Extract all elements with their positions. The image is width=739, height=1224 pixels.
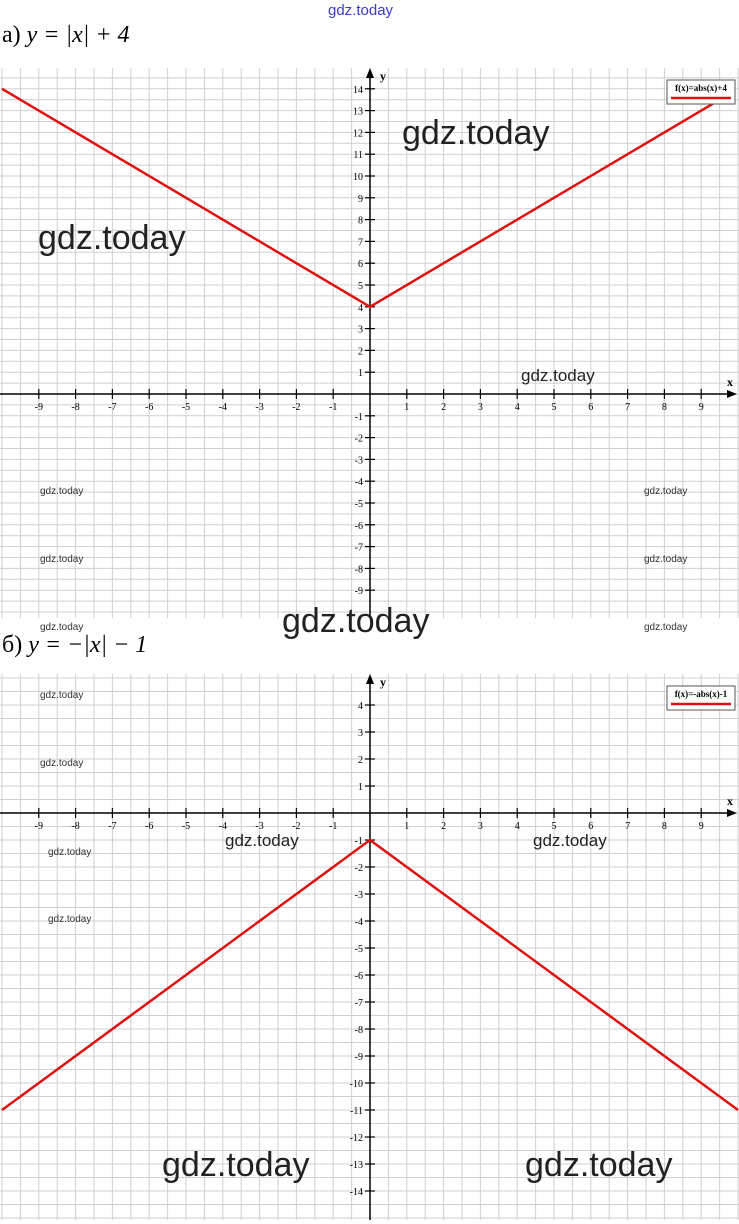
x-tick-label: 9: [698, 821, 704, 832]
watermark: gdz.today: [48, 914, 92, 925]
y-tick-label: -7: [354, 998, 363, 1009]
caption-b: [2, 632, 147, 659]
x-tick-label: -8: [71, 821, 80, 832]
top-watermark: gdz.today: [328, 2, 394, 19]
y-tick-label: -6: [354, 520, 363, 532]
chart-b: [0, 664, 739, 1224]
watermark: gdz.today: [644, 554, 688, 565]
y-tick-label: -8: [354, 1025, 363, 1036]
y-tick-label: -1: [354, 411, 363, 423]
y-tick-label: 1: [358, 368, 363, 380]
x-tick-label: -9: [34, 821, 43, 832]
x-tick-label: 2: [441, 821, 447, 832]
y-tick-label: 3: [358, 728, 363, 739]
x-tick-label: -1: [329, 821, 338, 832]
x-tick-label: -3: [255, 821, 264, 832]
x-tick-label: -7: [108, 821, 117, 832]
x-tick-label: -4: [218, 402, 227, 413]
x-tick-label: 2: [441, 402, 447, 413]
y-tick-label: -3: [354, 890, 363, 901]
x-tick-label: -8: [71, 402, 80, 413]
x-tick-label: -7: [108, 402, 117, 413]
y-tick-label: 3: [358, 324, 363, 336]
y-tick-label: -10: [349, 1079, 363, 1090]
x-tick-label: 6: [588, 821, 594, 832]
legend: [667, 686, 735, 710]
y-tick-label: 6: [358, 259, 363, 271]
watermark: gdz.today: [40, 486, 84, 497]
x-tick-label: -2: [292, 821, 301, 832]
y-tick-label: -3: [354, 455, 363, 467]
y-tick-label: 2: [358, 755, 363, 766]
y-tick-label: -4: [354, 477, 363, 489]
x-axis-arrow: [727, 809, 737, 817]
legend-label: f(x)=-abs(x)-1: [674, 689, 728, 699]
x-tick-label: -5: [181, 821, 191, 832]
y-tick-label: 14: [353, 84, 363, 96]
y-tick-label: 5: [358, 281, 363, 292]
y-tick-label: 2: [358, 346, 363, 358]
y-tick-label: -5: [354, 499, 363, 510]
watermark: gdz.today: [533, 831, 607, 850]
x-tick-label: 7: [625, 402, 631, 413]
watermark: gdz.today: [225, 831, 299, 850]
watermark: gdz.today: [525, 1146, 673, 1184]
y-tick-label: -5: [354, 944, 363, 955]
y-tick-label: 4: [358, 701, 363, 712]
x-axis-label: x: [727, 375, 733, 389]
watermark: gdz.today: [402, 114, 550, 152]
x-tick-label: -3: [255, 402, 264, 413]
x-tick-label: 5: [551, 821, 557, 832]
watermark: gdz.today: [644, 622, 688, 633]
x-tick-label: 4: [514, 402, 520, 413]
watermark: gdz.today: [282, 602, 430, 640]
x-tick-label: -1: [329, 402, 338, 413]
watermark: gdz.today: [48, 847, 92, 858]
x-tick-label: 3: [477, 402, 483, 413]
watermark: gdz.today: [40, 690, 84, 701]
x-tick-label: 6: [588, 402, 594, 413]
x-tick-label: 4: [514, 821, 520, 832]
y-tick-label: -9: [354, 1052, 363, 1063]
x-tick-label: 5: [551, 402, 557, 413]
y-axis-label: y: [380, 675, 386, 689]
x-tick-label: 8: [661, 821, 667, 832]
y-tick-label: 11: [353, 150, 363, 162]
y-tick-label: 10: [353, 172, 363, 183]
x-axis-label: x: [727, 794, 733, 808]
x-tick-label: 9: [698, 402, 704, 413]
y-axis-arrow: [366, 68, 374, 78]
x-axis-arrow: [727, 390, 737, 398]
y-tick-label: -9: [354, 586, 363, 598]
x-tick-label: -5: [181, 402, 191, 413]
x-tick-label: -6: [145, 402, 154, 413]
watermark: gdz.today: [38, 219, 186, 257]
y-tick-label: 12: [353, 128, 363, 140]
y-tick-label: -8: [354, 564, 363, 576]
y-tick-label: -1: [354, 836, 363, 847]
y-tick-label: -6: [354, 971, 363, 982]
x-tick-label: 8: [661, 402, 667, 413]
x-tick-label: -4: [218, 821, 227, 832]
x-tick-label: -6: [145, 821, 154, 832]
y-tick-label: -11: [350, 1106, 363, 1117]
x-tick-label: 1: [404, 402, 410, 413]
watermark: gdz.today: [521, 366, 595, 385]
watermark: gdz.today: [162, 1146, 310, 1184]
y-tick-label: -2: [354, 863, 363, 874]
caption-b-prefix: б): [2, 632, 23, 658]
legend: [667, 80, 735, 104]
caption-a-prefix: а): [2, 22, 21, 48]
x-tick-label: -9: [34, 402, 43, 413]
x-tick-label: 3: [477, 821, 483, 832]
caption-a-equation: y = |x| + 4: [26, 22, 130, 48]
y-tick-label: -2: [354, 433, 363, 445]
x-tick-label: 1: [404, 821, 410, 832]
y-tick-label: 4: [358, 302, 363, 314]
watermark: gdz.today: [644, 486, 688, 497]
watermark: gdz.today: [40, 758, 84, 769]
legend-label: f(x)=abs(x)+4: [675, 83, 727, 93]
y-tick-label: -7: [354, 542, 363, 554]
y-tick-label: -12: [349, 1133, 363, 1144]
watermark: gdz.today: [40, 554, 84, 565]
x-tick-label: -2: [292, 402, 301, 413]
y-tick-label: 8: [358, 215, 363, 227]
y-tick-label: -14: [349, 1187, 363, 1198]
y-axis-label: y: [380, 69, 386, 83]
y-tick-label: 9: [358, 193, 363, 205]
chart-a: [0, 58, 739, 618]
y-tick-label: 7: [358, 237, 363, 249]
y-tick-label: -13: [349, 1160, 363, 1171]
y-tick-label: 13: [353, 106, 363, 118]
y-tick-label: 1: [358, 782, 363, 793]
x-tick-label: 7: [625, 821, 631, 832]
y-tick-label: -4: [354, 917, 363, 928]
watermark: gdz.today: [40, 622, 84, 633]
caption-a: [2, 22, 130, 49]
y-axis-arrow: [366, 674, 374, 684]
caption-b-equation: y = −|x| − 1: [28, 632, 148, 658]
